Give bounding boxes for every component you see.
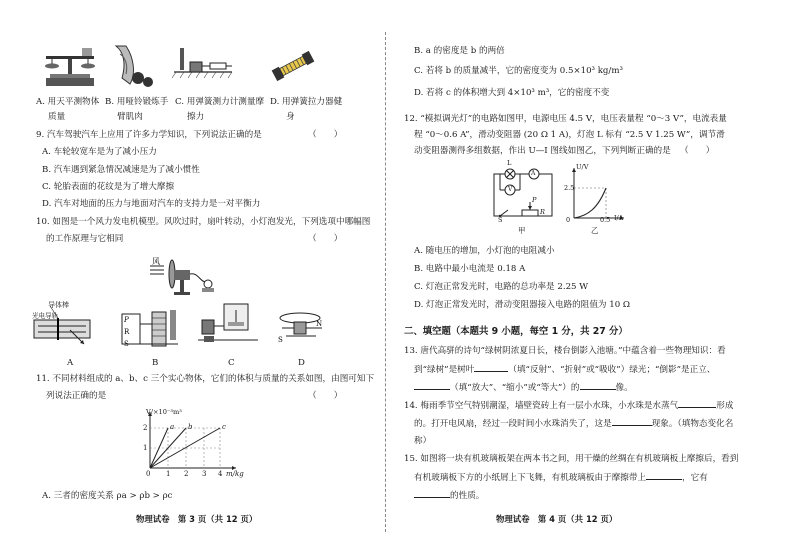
q11-graph-xtick-2: 2 [184, 470, 189, 478]
q13-line2 [414, 364, 715, 376]
q11-graph-ytick-2: 2 [143, 424, 148, 432]
q13-blank-1[interactable] [474, 364, 508, 372]
q12-fig-label-yi: 乙 [591, 226, 599, 235]
q11-graph-xlabel: m/kg [226, 470, 244, 478]
q14-blank-1[interactable] [678, 400, 716, 408]
q11-graph-series-b: b [188, 423, 193, 431]
q15-blank-1[interactable] [646, 472, 682, 480]
q11-volume-mass-graph [140, 408, 240, 478]
q11-option-c: C. 若将 b 的质量减半，它的密度变为 0.5×10³ kg/m³ [414, 66, 623, 76]
svg-text:风: 风 [152, 257, 160, 266]
q12-graph-ytick: 2.5 [564, 184, 575, 192]
q11-option-d: D. 若将 c 的体积增大到 4×10³ m³，它的密度不变 [414, 88, 610, 98]
q10-stem-line1: 10. 如图是一个风力发电机模型。风吹过时，扇叶转动，小灯泡发光，下列选项中哪幅图 [36, 217, 371, 227]
q13-line3-suffix: 像。 [615, 383, 633, 393]
q11-graph-series-a: a [170, 423, 175, 431]
q8-option-d-line1: D. 用弹簧拉力器健 [270, 97, 343, 107]
q14-line1-prefix: 14. 梅雨季节空气特别潮湿，墙壁瓷砖上有一层小水珠，小水珠是水蒸气 [404, 401, 679, 411]
q12-graph-ylabel: U/V [576, 163, 589, 171]
q8-option-a-line2: 质量 [48, 112, 66, 122]
q10-label-d: D [298, 358, 305, 368]
q8-option-b-line2: 臂肌肉 [117, 112, 143, 122]
q11-option-b: B. a 的密度是 b 的两倍 [414, 46, 505, 56]
q11-stem-line1: 11. 不同材料组成的 a、b、c 三个实心物体，它们的体积与质量的关系如图，由图可知下 [36, 374, 375, 384]
q9-answer-paren: （ ） [308, 130, 343, 140]
page-divider [385, 32, 386, 532]
q12-stem-line2: 程 “0～0.6 A”，滑动变阻器 (20 Ω 1 A)，灯泡 L 标有 “2.5 V 1.25 W”，调节滑 [414, 130, 725, 140]
q10-label-c: C [228, 358, 235, 368]
q11-stem-line2: 列说法正确的是 [46, 391, 107, 401]
q12-graph-xtick-05: 0.5 [600, 216, 611, 224]
q12-option-a: A. 随电压的增加，小灯泡的电阻减小 [414, 246, 555, 256]
q11-graph-xtick-3: 3 [202, 470, 207, 478]
q13-blank-3[interactable] [580, 382, 616, 390]
q8-option-b-line1: B. 用哑铃锻炼手 [105, 97, 169, 107]
q14-blank-2[interactable] [612, 418, 652, 426]
q8-option-c-line1: C. 用弹簧测力计测量摩 [175, 97, 265, 107]
spring-exerciser-figure [268, 46, 318, 86]
q15-line2-suffix: ，它有 [682, 473, 708, 483]
q10-answer-paren: （ ） [308, 234, 343, 244]
q10-fig-d [272, 308, 328, 348]
q11-graph-xtick-1: 1 [166, 470, 171, 478]
q14-line2-prefix: 的。打开电风扇，经过一段时间小水珠消失了，这是 [414, 419, 612, 429]
q12-circuit-label-v: V [508, 186, 513, 193]
q13-line2-suffix: （填“反射”、“折射”或“吸收”）绿光；“倒影”是正立、 [508, 365, 716, 375]
q14-line1-suffix: 形成 [716, 401, 734, 411]
q8-option-c-line2: 擦力 [187, 112, 205, 122]
q13-line3 [414, 382, 633, 394]
q12-graph-xlabel: I/A [614, 214, 624, 222]
q13-line1: 13. 唐代高骈的诗句“绿树阴浓夏日长，楼台倒影入池塘。”中蕴含着一些物理知识：看 [404, 346, 726, 356]
q11-graph-xtick-4: 4 [218, 470, 223, 478]
q10-label-b: B [152, 358, 159, 368]
spring-scale-friction-figure [172, 44, 234, 80]
q9-stem: 9. 汽车驾驶汽车上应用了许多力学知识，下列说法正确的是 [36, 130, 262, 140]
q8-option-d-line2: 身 [286, 112, 295, 122]
q12-option-b: B. 电路中最小电流是 0.18 A [414, 264, 526, 274]
q15-line2-prefix: 有机玻璃板下方的小纸屑上下飞舞，有机玻璃板由于摩擦带上 [414, 473, 647, 483]
q10-fig-b [118, 306, 184, 350]
q10-fig-c [196, 300, 262, 350]
q14-line2 [414, 418, 733, 430]
q9-option-a: A. 车轮较宽车是为了减小压力 [42, 147, 157, 157]
q12-graph-xtick-0: 0 [566, 216, 571, 224]
q13-line3-middle: （填“放大”、“缩小”或“等大”）的 [450, 383, 580, 393]
left-page-footer: 物理试卷 第 3 页（共 12 页） [136, 514, 258, 524]
svg-text:N: N [316, 320, 323, 328]
q9-option-c: C. 轮胎表面的花纹是为了增大摩擦 [42, 182, 175, 192]
q14-line2-suffix: 现象。（填物态变化名 [651, 419, 734, 429]
q15-line2 [414, 472, 708, 484]
q12-fig-label-jia: 甲 [518, 226, 526, 235]
q12-option-c: C. 灯泡正常发光时，电路的总功率是 2.25 W [414, 282, 589, 292]
q9-option-d: D. 汽车对地面的压力与地面对汽车的支持力是一对平衡力 [42, 199, 261, 209]
svg-text:S: S [278, 336, 283, 344]
svg-text:P: P [124, 316, 129, 324]
q10-fig-a-label-rail: 光电导轨 [32, 312, 59, 320]
q12-answer-paren: （ ） [680, 146, 715, 156]
q11-option-a: A. 三者的密度关系 ρa > ρb > ρc [42, 491, 173, 501]
q11-graph-ytick-1: 1 [143, 444, 148, 452]
svg-text:R: R [124, 328, 130, 336]
q15-line3 [414, 490, 484, 502]
q14-line3: 称） [414, 436, 432, 446]
q13-blank-2[interactable] [414, 382, 450, 390]
balance-scale-figure [42, 44, 98, 90]
q8-option-a-line1: A. 用天平测物体 [36, 97, 100, 107]
q15-blank-2[interactable] [414, 490, 450, 498]
q12-stem-line3: 动变阻器测得多组数据，作出 U—I 图线如图乙，下列判断正确的是 [414, 146, 671, 156]
dumbbell-arm-figure [104, 44, 154, 90]
q12-stem-line1: 12. “模拟调光灯”的电路如图甲，电源电压 4.5 V，电压表量程 “0～3 V”，电流表量 [404, 114, 727, 124]
q11-graph-ylabel: V/×10⁻³m³ [146, 408, 182, 416]
q11-graph-xtick-0: 0 [146, 470, 151, 478]
q10-stem-line2: 的工作原理与它相同 [46, 234, 124, 244]
q14-line1 [404, 400, 733, 412]
q11-graph-series-c: c [222, 423, 226, 431]
q12-circuit-label-s: S [498, 216, 503, 224]
q12-circuit-label-l: L [507, 159, 512, 167]
right-page-footer: 物理试卷 第 4 页（共 12 页） [496, 514, 618, 524]
q10-fig-a-label-rod: 导体棒 [48, 301, 69, 309]
q12-circuit-label-p: P [532, 196, 537, 204]
q12-circuit-label-a: A [531, 170, 536, 177]
q15-line1: 15. 如图将一块有机玻璃板架在两本书之间，用干燥的丝绸在有机玻璃板上摩擦后，看到 [404, 454, 739, 464]
q12-circuit-label-r: R [540, 208, 545, 216]
q13-line2-prefix: 到“绿树”是树叶 [414, 365, 475, 375]
q9-option-b: B. 汽车遇到紧急情况减速是为了减小惯性 [42, 165, 200, 175]
svg-text:S: S [124, 340, 129, 348]
q15-line3-text: 的性质。 [450, 491, 485, 501]
section-2-heading: 二、填空题（本题共 9 小题，每空 1 分，共 27 分） [404, 326, 628, 337]
q11-answer-paren: （ ） [308, 391, 343, 401]
q10-label-a: A [67, 358, 74, 368]
wind-turbine-figure [148, 252, 218, 296]
q12-option-d: D. 灯泡正常发光时，滑动变阻器接入电路的阻值为 10 Ω [414, 300, 631, 310]
